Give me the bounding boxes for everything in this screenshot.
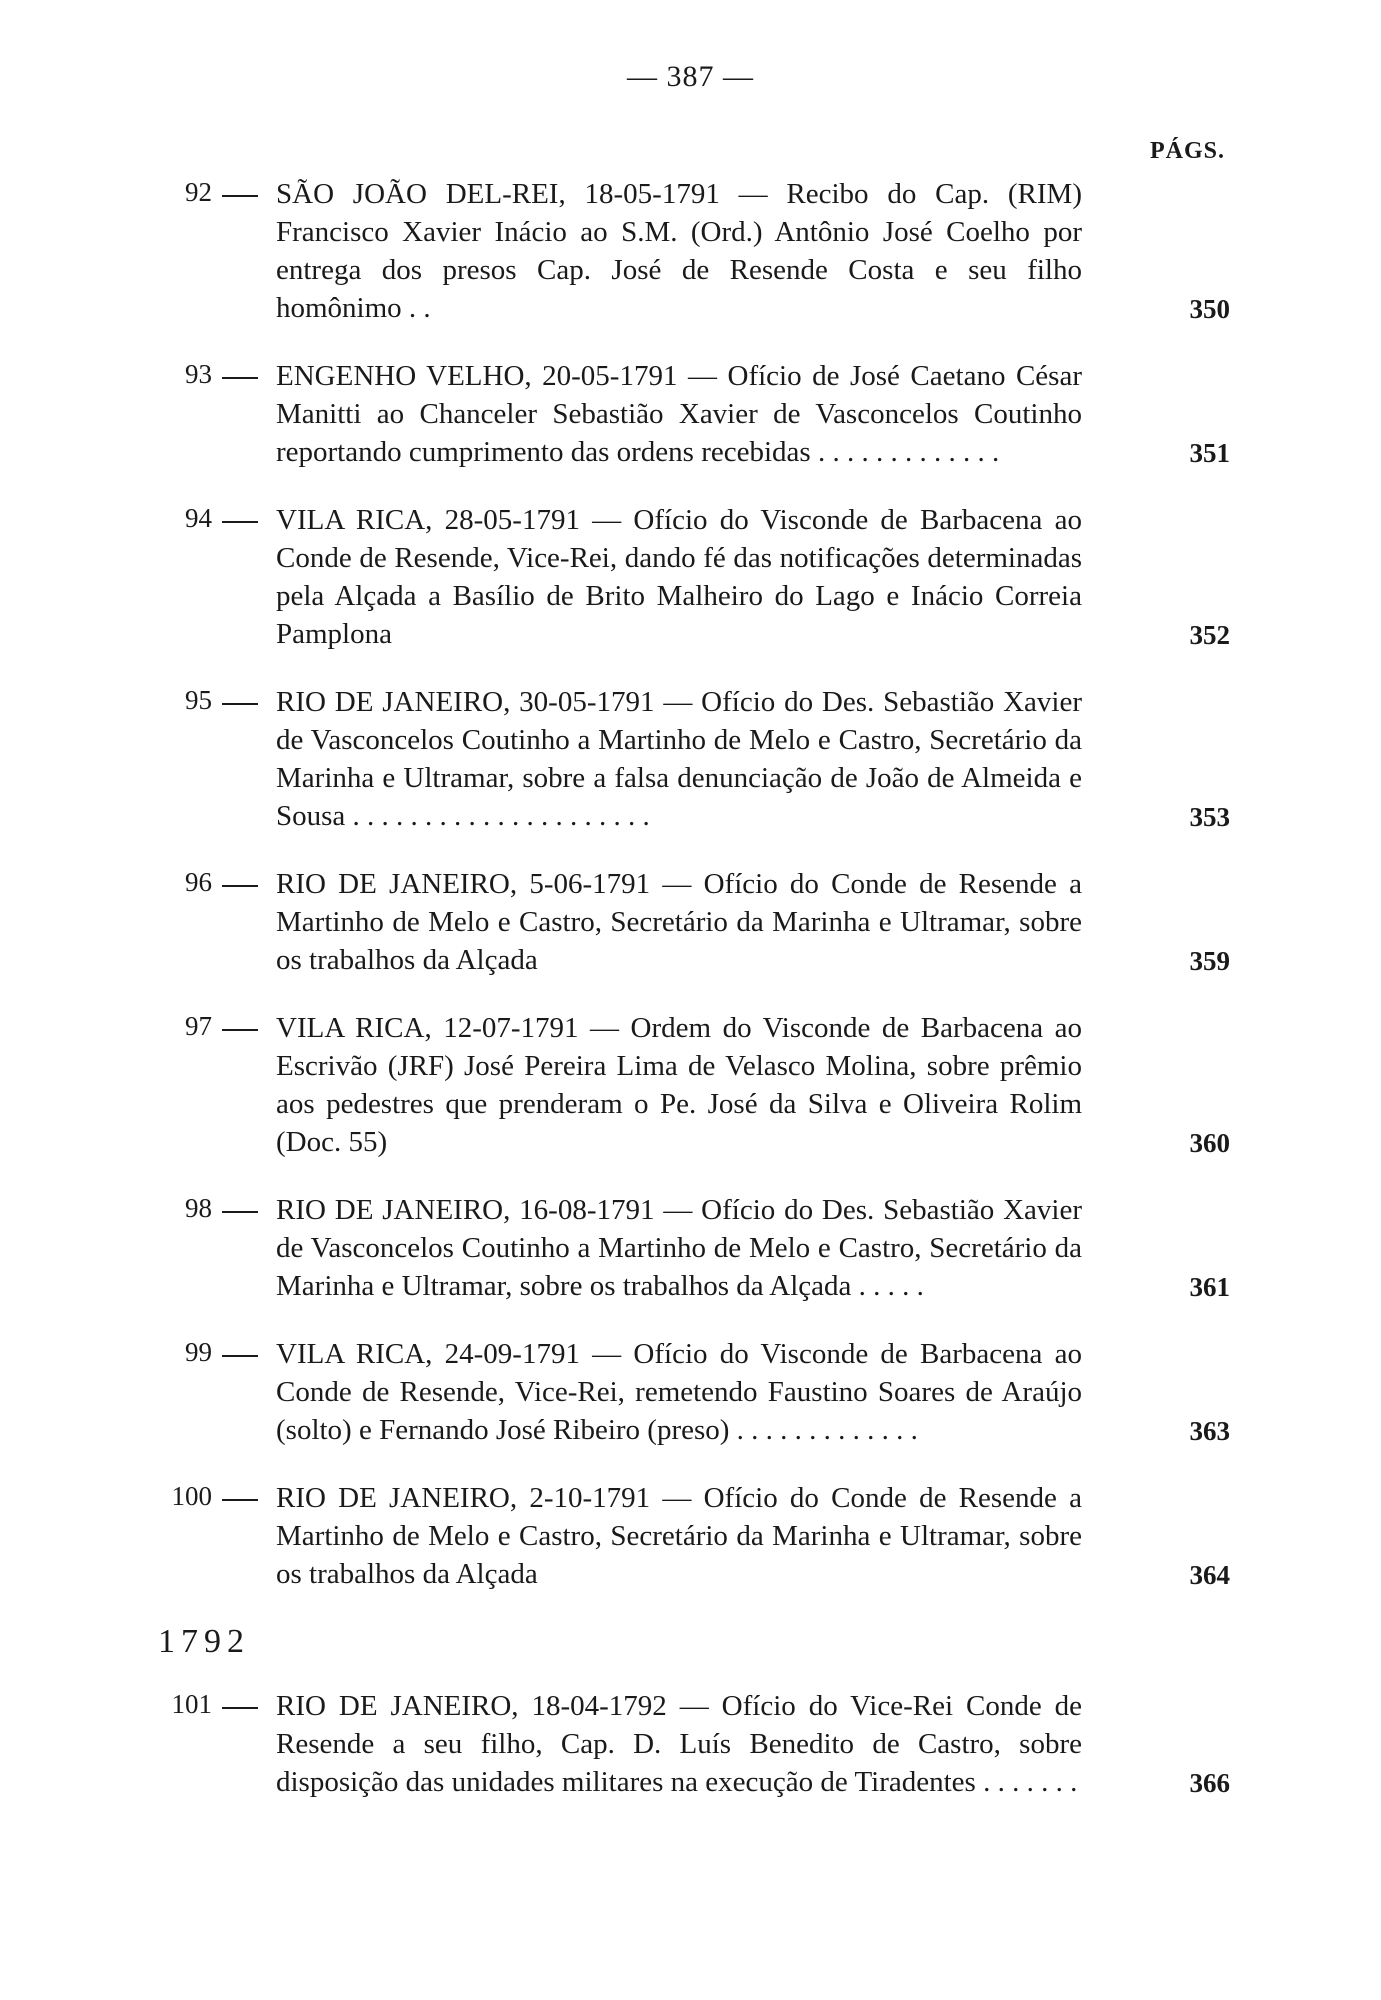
entry-number: 97 bbox=[185, 1011, 212, 1041]
entry-dash bbox=[222, 521, 258, 523]
entry-number: 99 bbox=[185, 1337, 212, 1367]
entry-description: RIO DE JANEIRO, 5-06-1791 — Ofício do Conde de Resende a Martinho de Melo e Castro, Secretário da Marinha e Ultramar, sobre os trabalhos da Alçada bbox=[276, 868, 1082, 976]
index-entry bbox=[0, 357, 1381, 471]
index-entry bbox=[0, 1335, 1381, 1449]
entry-page-number: 359 bbox=[1189, 946, 1230, 976]
document-index bbox=[0, 175, 1381, 1831]
index-entry bbox=[0, 683, 1381, 835]
entry-dash bbox=[222, 703, 258, 705]
entry-dash bbox=[222, 1211, 258, 1213]
entry-description: RIO DE JANEIRO, 2-10-1791 — Ofício do Conde de Resende a Martinho de Melo e Castro, Secretário da Marinha e Ultramar, sobre os trabalhos da Alçada bbox=[276, 1482, 1082, 1590]
entry-dash bbox=[222, 377, 258, 379]
entry-page-number: 366 bbox=[1189, 1768, 1230, 1798]
index-entry bbox=[0, 501, 1381, 653]
entry-description: VILA RICA, 28-05-1791 — Ofício do Visconde de Barbacena ao Conde de Resende, Vice-Rei, dando fé das notificações determinadas pela Alçada a Basílio de Brito Malheiro do Lago e Inácio Correia Pamplona bbox=[276, 504, 1082, 650]
entry-number: 93 bbox=[185, 359, 212, 389]
entry-number: 96 bbox=[185, 867, 212, 897]
entry-page-number: 350 bbox=[1189, 294, 1230, 324]
index-entry bbox=[0, 175, 1381, 327]
entry-description: VILA RICA, 12-07-1791 — Ordem do Visconde de Barbacena ao Escrivão (JRF) José Pereira Lima de Velasco Molina, sobre prêmio aos pedestres que prenderam o Pe. José da Silva e Oliveira Rolim (Doc. 55) bbox=[276, 1012, 1082, 1158]
entry-number: 92 bbox=[185, 177, 212, 207]
entry-dash bbox=[222, 885, 258, 887]
entry-dash bbox=[222, 1707, 258, 1709]
entry-number: 98 bbox=[185, 1193, 212, 1223]
entry-dash bbox=[222, 1499, 258, 1501]
entry-number: 94 bbox=[185, 503, 212, 533]
entry-number: 95 bbox=[185, 685, 212, 715]
entry-number: 101 bbox=[171, 1689, 212, 1719]
entry-description: RIO DE JANEIRO, 16-08-1791 — Ofício do Des. Sebastião Xavier de Vasconcelos Coutinho a Martinho de Melo e Castro, Secretário da Marinha e Ultramar, sobre os trabalhos da Alçada . . . . . bbox=[276, 1194, 1082, 1302]
entry-dash bbox=[222, 1029, 258, 1031]
year-heading: 1792 bbox=[158, 1623, 250, 1660]
entry-page-number: 364 bbox=[1189, 1560, 1230, 1590]
pages-column-label: PÁGS. bbox=[1150, 138, 1226, 164]
entry-description: SÃO JOÃO DEL-REI, 18-05-1791 — Recibo do Cap. (RIM) Francisco Xavier Inácio ao S.M. (Ord.) Antônio José Coelho por entrega dos presos Cap. José de Resende Costa e seu filho homônimo . . bbox=[276, 178, 1082, 324]
entry-description: RIO DE JANEIRO, 30-05-1791 — Ofício do Des. Sebastião Xavier de Vasconcelos Coutinho a Martinho de Melo e Castro, Secretário da Marinha e Ultramar, sobre a falsa denunciação de João de Almeida e Sousa . . . . . . . . . . . . . . . . . . . . . bbox=[276, 686, 1082, 832]
entry-description: VILA RICA, 24-09-1791 — Ofício do Visconde de Barbacena ao Conde de Resende, Vice-Rei, remetendo Faustino Soares de Araújo (solto) e Fernando José Ribeiro (preso) . . . . . . . . . . . . . bbox=[276, 1338, 1082, 1446]
page-number: — 387 — bbox=[627, 60, 754, 93]
entry-description: ENGENHO VELHO, 20-05-1791 — Ofício de José Caetano César Manitti ao Chanceler Sebastião Xavier de Vasconcelos Coutinho reportando cumprimento das ordens recebidas . . . . . . . . . . . . . bbox=[276, 360, 1082, 468]
entry-page-number: 363 bbox=[1189, 1416, 1230, 1446]
entry-page-number: 361 bbox=[1189, 1272, 1230, 1302]
entry-number: 100 bbox=[171, 1481, 212, 1511]
entry-page-number: 352 bbox=[1189, 620, 1230, 650]
entry-page-number: 360 bbox=[1189, 1128, 1230, 1158]
index-entry bbox=[0, 865, 1381, 979]
index-entry bbox=[0, 1191, 1381, 1305]
index-entry bbox=[0, 1479, 1381, 1593]
entry-dash bbox=[222, 195, 258, 197]
entry-page-number: 353 bbox=[1189, 802, 1230, 832]
entry-dash bbox=[222, 1355, 258, 1357]
index-entry bbox=[0, 1009, 1381, 1161]
entry-page-number: 351 bbox=[1189, 438, 1230, 468]
entry-description: RIO DE JANEIRO, 18-04-1792 — Ofício do Vice-Rei Conde de Resende a seu filho, Cap. D. Luís Benedito de Castro, sobre disposição das unidades militares na execução de Tiradentes . . . . . . . bbox=[276, 1690, 1082, 1798]
index-entry bbox=[0, 1687, 1381, 1801]
